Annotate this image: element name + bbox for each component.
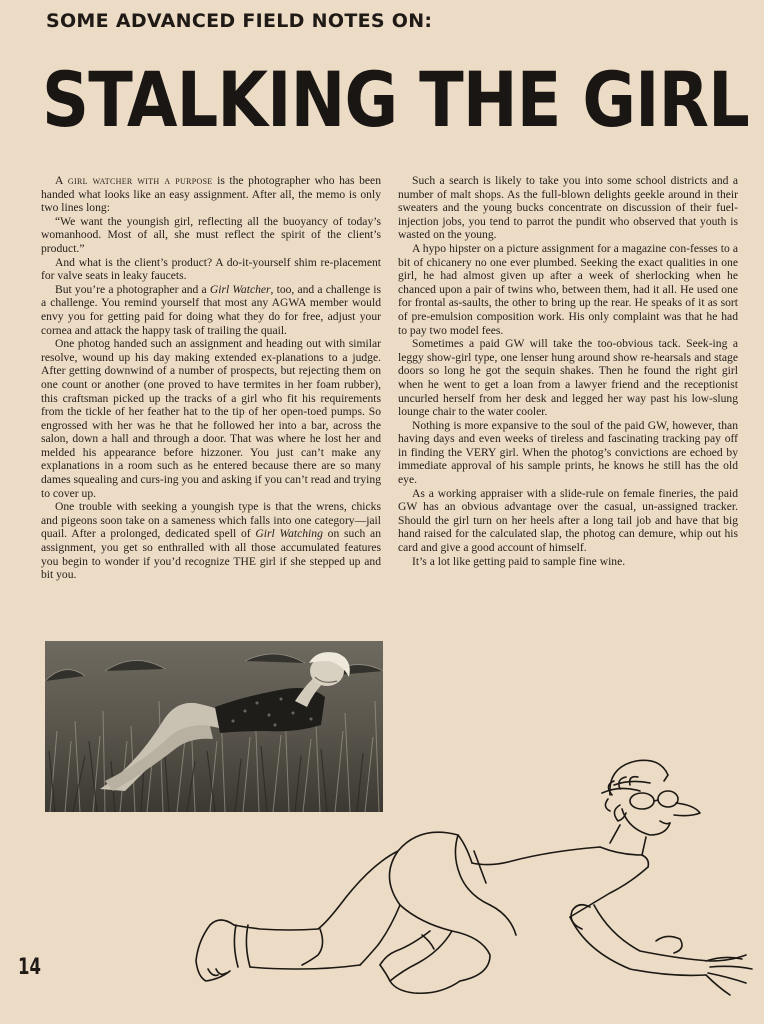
paragraph-text: , too, and a challenge is a challenge. You remind yourself that most any AGWA member would envy you for getting paid for doing what they do for free, adjust your cornea and attack the happy task of trailing the quail. bbox=[41, 282, 382, 337]
page-number: 14 bbox=[18, 955, 41, 980]
paragraph-text: One trouble with seeking a youngish type is that the wrens, chicks and pigeons soon take on a sameness which falls into one category—jail quail. After a prolonged, dedicated spell of bbox=[41, 500, 381, 541]
kicker-heading: SOME ADVANCED FIELD NOTES ON: bbox=[46, 10, 433, 32]
article-column-left bbox=[41, 174, 381, 582]
paragraph: As a working appraiser with a slide-rule on female fineries, the paid GW has an obvious advantage over the casual, un-assigned tracker. Should the girl turn on her heels after a long tail job and have that big hand raised for the calculated slap, the photog can demure, whip out his card and give a good account of himself. bbox=[398, 486, 738, 555]
paragraph bbox=[41, 500, 381, 582]
page-title: STALKING THE GIRL bbox=[42, 55, 749, 144]
paragraph: Sometimes a paid GW will take the too-obvious tack. Seek-ing a leggy show-girl type, one lenser hung around show re-hearsals and stage doors so long he got the sequin shakes. Then he found the right girl when he went to get a loan from a lawyer friend and the receptionist uncurled herself from her desk and legged her way past his low-slung lounge chair to the water cooler. bbox=[398, 337, 738, 419]
article-column-right bbox=[398, 174, 738, 568]
paragraph-text: is the photographer who has been handed what looks like an easy assignment. After all, the memo is only two lines long: bbox=[41, 174, 381, 215]
paragraph: It’s a lot like getting paid to sample fine wine. bbox=[412, 554, 626, 568]
paragraph bbox=[41, 174, 381, 215]
italic-title: Girl Watching bbox=[255, 527, 323, 541]
paragraph-text: But you’re a photographer and a bbox=[55, 282, 210, 296]
illustration-crawling-man bbox=[190, 755, 760, 1000]
paragraph: One photog handed such an assignment and heading out with similar resolve, wound up his day making extended ex-planations to a judge. After getting downwind of a number of prospects, but rejecting them on one count or another (one proved to have termites in her foam rubber), this craftsman picked up the tracks of a girl who fit his requirements from the tickle of her feather hat to the tip of her open-toed pumps. So engrossed with her was he that he followed her into a bar, across the salon, down a hall and through a door. That was where he lost her and melded his appearance before hizzoner. You just can’t make any explanations in a room such as he entered because there are so many dames squealing and curs-ing you and asking if you can’t read and trying to cover up. bbox=[41, 337, 381, 500]
lead-in: A girl watcher with a purpose bbox=[55, 174, 213, 187]
paragraph: And what is the client’s product? A do-it-yourself shim re-placement for valve seats in leaky faucets. bbox=[41, 255, 381, 283]
paragraph bbox=[41, 283, 381, 337]
italic-title: Girl Watcher bbox=[209, 282, 271, 296]
paragraph: A hypo hipster on a picture assignment for a magazine con-fesses to a bit of chicanery no one ever plumbed. Seeking the exact qualities in one girl, he had almost given up after a week of sherlocking when he chanced upon a pair of twins who, between them, had it all. He used one for frontal as-saults, the other to bring up the rear. He speaks of it as sort of pre-emulsion composition work. His only complaint was that he had to pay two model fees. bbox=[398, 241, 738, 337]
paragraph: “We want the youngish girl, reflecting all the buoyancy of today’s womanhood. Most of all, she must reflect the spirit of the client’s product.” bbox=[41, 214, 381, 255]
paragraph: Nothing is more expansive to the soul of the paid GW, however, than having days and even weeks of tireless and fascinating tracking pay off in finding the VERY girl. When the photog’s convictions are echoed by immediate approval of his sample prints, he knows he still has the old eye. bbox=[398, 418, 738, 487]
paragraph-text: on such an assignment, you get so enthralled with all those accumulated features you begin to wonder if you’d recognize THE girl if she stepped up and bit you. bbox=[41, 527, 382, 582]
paragraph: Such a search is likely to take you into some school districts and a number of malt shops. As the full-blown delights geekle around in their sweaters and the young bucks concentrate on discussion of their fuel-injection jobs, you tend to parrot the pundit who observed that youth is wasted on the young. bbox=[398, 174, 738, 242]
